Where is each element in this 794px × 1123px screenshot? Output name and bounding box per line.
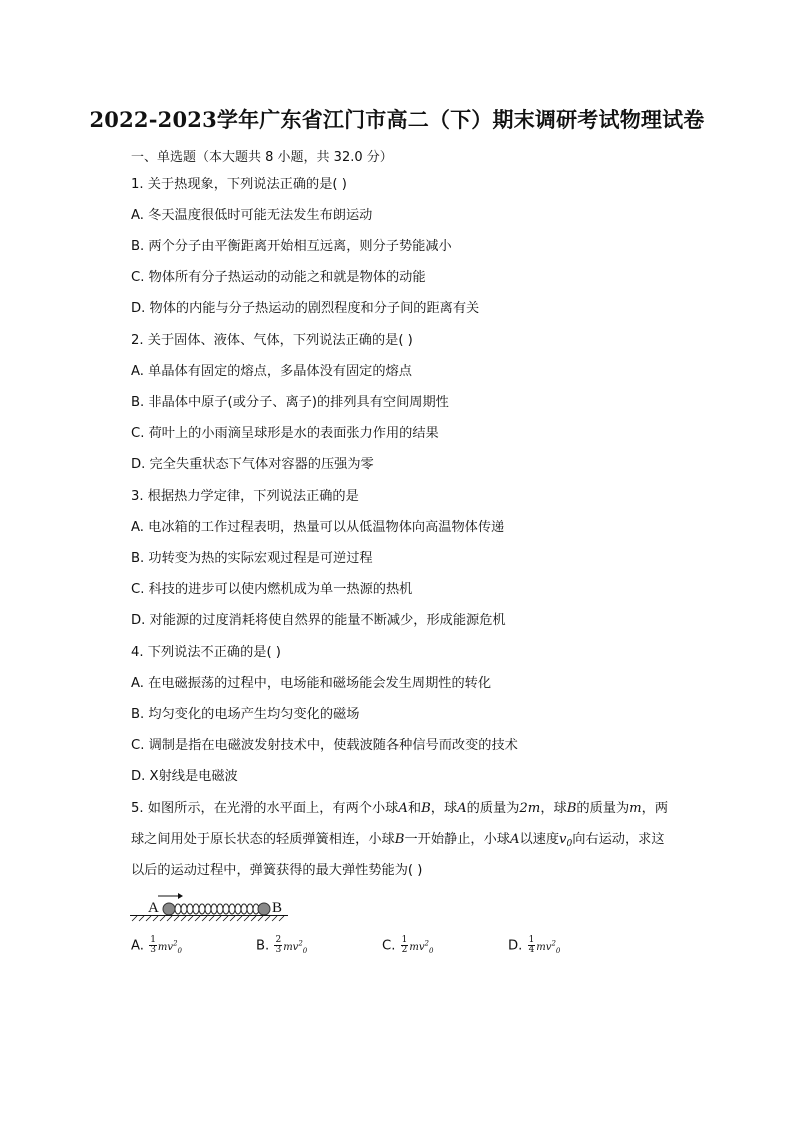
velocity-arrow-head (178, 893, 183, 899)
spring (175, 904, 259, 914)
option-expression (283, 939, 308, 955)
fraction-numerator: 1 (528, 935, 535, 945)
q5-text: ，球 (540, 801, 567, 816)
fraction-denominator: 2 (401, 945, 408, 955)
fraction-denominator: 4 (528, 945, 535, 955)
q5-text: 一开始静止，小球 (404, 832, 510, 847)
option-expr-base: mv (409, 941, 425, 953)
option-expr-sub: 0 (302, 946, 308, 955)
q5-var-b: B (566, 801, 577, 816)
option-expr-sub: 0 (177, 946, 182, 955)
question-1-stem: 1. 关于热现象，下列说法正确的是( ) (131, 177, 347, 192)
fraction (149, 936, 157, 955)
question-4-stem: 4. 下列说法不正确的是( ) (131, 645, 281, 660)
q5-var-v-subscript: 0 (566, 839, 573, 849)
section-heading: 一、单选题（本大题共 8 小题，共 32.0 分） (131, 150, 393, 165)
q5-var-2m: 2m (519, 801, 541, 816)
option-letter: B. (256, 938, 270, 954)
fraction-numerator: 2 (275, 935, 282, 945)
option-expr-sup: 2 (173, 939, 178, 948)
q5-text: ，两 (641, 801, 669, 816)
option-expr-sub: 0 (555, 946, 561, 955)
question-1-option-c: C. 物体所有分子热运动的动能之和就是物体的动能 (131, 270, 426, 285)
q5-text: 向右运动，求这 (572, 832, 665, 847)
question-4-option-d: D. X射线是电磁波 (131, 769, 238, 784)
question-1-option-b: B. 两个分子由平衡距离开始相互远离，则分子势能减小 (131, 239, 452, 254)
spring-figure (128, 890, 298, 926)
question-2-option-b: B. 非晶体中原子(或分子、离子)的排列具有空间周期性 (131, 395, 449, 410)
ball-a (163, 903, 175, 915)
fraction-denominator: 3 (275, 945, 282, 955)
ground-hatching (132, 916, 284, 921)
q5-var-a: A (509, 832, 520, 847)
question-4-option-b: B. 均匀变化的电场产生均匀变化的磁场 (131, 707, 360, 722)
q5-text: 以速度 (519, 832, 560, 847)
q5-text: 球之间用处于原长状态的轻质弹簧相连，小球 (131, 832, 395, 847)
q5-var-b: B (421, 801, 431, 816)
q5-var-b: B (394, 832, 405, 847)
figure-label-b: B (272, 900, 283, 916)
question-3-option-d: D. 对能源的过度消耗将使自然界的能量不断减少，形成能源危机 (131, 613, 506, 628)
question-1-option-a: A. 冬天温度很低时可能无法发生布朗运动 (131, 208, 373, 223)
page-title: 2022-2023学年广东省江门市高二（下）期末调研考试物理试卷 (89, 107, 705, 132)
fraction (528, 936, 536, 955)
question-3-stem: 3. 根据热力学定律，下列说法正确的是 (131, 489, 359, 504)
q5-text: 5. 如图所示，在光滑的水平面上，有两个小球 (131, 801, 399, 816)
option-expr-sup: 2 (298, 939, 303, 948)
question-5-option-d (508, 936, 560, 955)
q5-text: ，球 (430, 801, 458, 816)
option-expr-sub: 0 (428, 946, 434, 955)
option-expr-sup: 2 (424, 939, 429, 948)
fraction (401, 936, 409, 955)
question-2-option-a: A. 单晶体有固定的熔点，多晶体没有固定的熔点 (131, 364, 412, 379)
question-5-option-a (131, 936, 182, 955)
option-letter: D. (508, 938, 523, 954)
question-2-stem: 2. 关于固体、液体、气体，下列说法正确的是( ) (131, 333, 413, 348)
q5-text: 的质量为 (466, 801, 520, 816)
option-expression (409, 939, 434, 955)
question-5-stem-line-1 (131, 800, 668, 818)
q5-var-a: A (398, 801, 408, 816)
question-3-option-a: A. 电冰箱的工作过程表明，热量可以从低温物体向高温物体传递 (131, 520, 505, 535)
q5-var-v: v (559, 832, 567, 847)
option-expression (157, 939, 182, 955)
question-2-option-d: D. 完全失重状态下气体对容器的压强为零 (131, 457, 374, 472)
option-expr-base: mv (283, 941, 299, 953)
option-expression (536, 939, 561, 955)
q5-text: 和 (407, 801, 422, 816)
option-letter: C. (382, 938, 396, 954)
ball-b (258, 903, 270, 915)
figure-label-a: A (148, 900, 159, 916)
q5-var-a: A (457, 801, 467, 816)
option-expr-sup: 2 (551, 939, 556, 948)
question-3-option-b: B. 功转变为热的实际宏观过程是可逆过程 (131, 551, 373, 566)
question-1-option-d: D. 物体的内能与分子热运动的剧烈程度和分子间的距离有关 (131, 301, 480, 316)
question-4-option-c: C. 调制是指在电磁波发射技术中，使载波随各种信号而改变的技术 (131, 738, 518, 753)
question-5-stem-line-2 (131, 831, 665, 853)
option-letter: A. (131, 938, 144, 954)
q5-var-m: m (629, 801, 642, 816)
fraction-numerator: 1 (150, 935, 156, 945)
q5-text: 的质量为 (576, 801, 630, 816)
option-expr-base: mv (157, 941, 174, 953)
fraction-numerator: 1 (401, 935, 408, 945)
question-2-option-c: C. 荷叶上的小雨滴呈球形是水的表面张力作用的结果 (131, 426, 439, 441)
option-expr-base: mv (536, 941, 552, 953)
question-5-option-c (382, 936, 433, 955)
question-5-option-b (256, 936, 307, 955)
fraction-denominator: 3 (150, 945, 156, 955)
question-4-option-a: A. 在电磁振荡的过程中，电场能和磁场能会发生周期性的转化 (131, 676, 492, 691)
fraction (274, 936, 282, 955)
question-5-stem-line-3: 以后的运动过程中，弹簧获得的最大弹性势能为( ) (131, 863, 423, 878)
question-3-option-c: C. 科技的进步可以使内燃机成为单一热源的热机 (131, 582, 413, 597)
